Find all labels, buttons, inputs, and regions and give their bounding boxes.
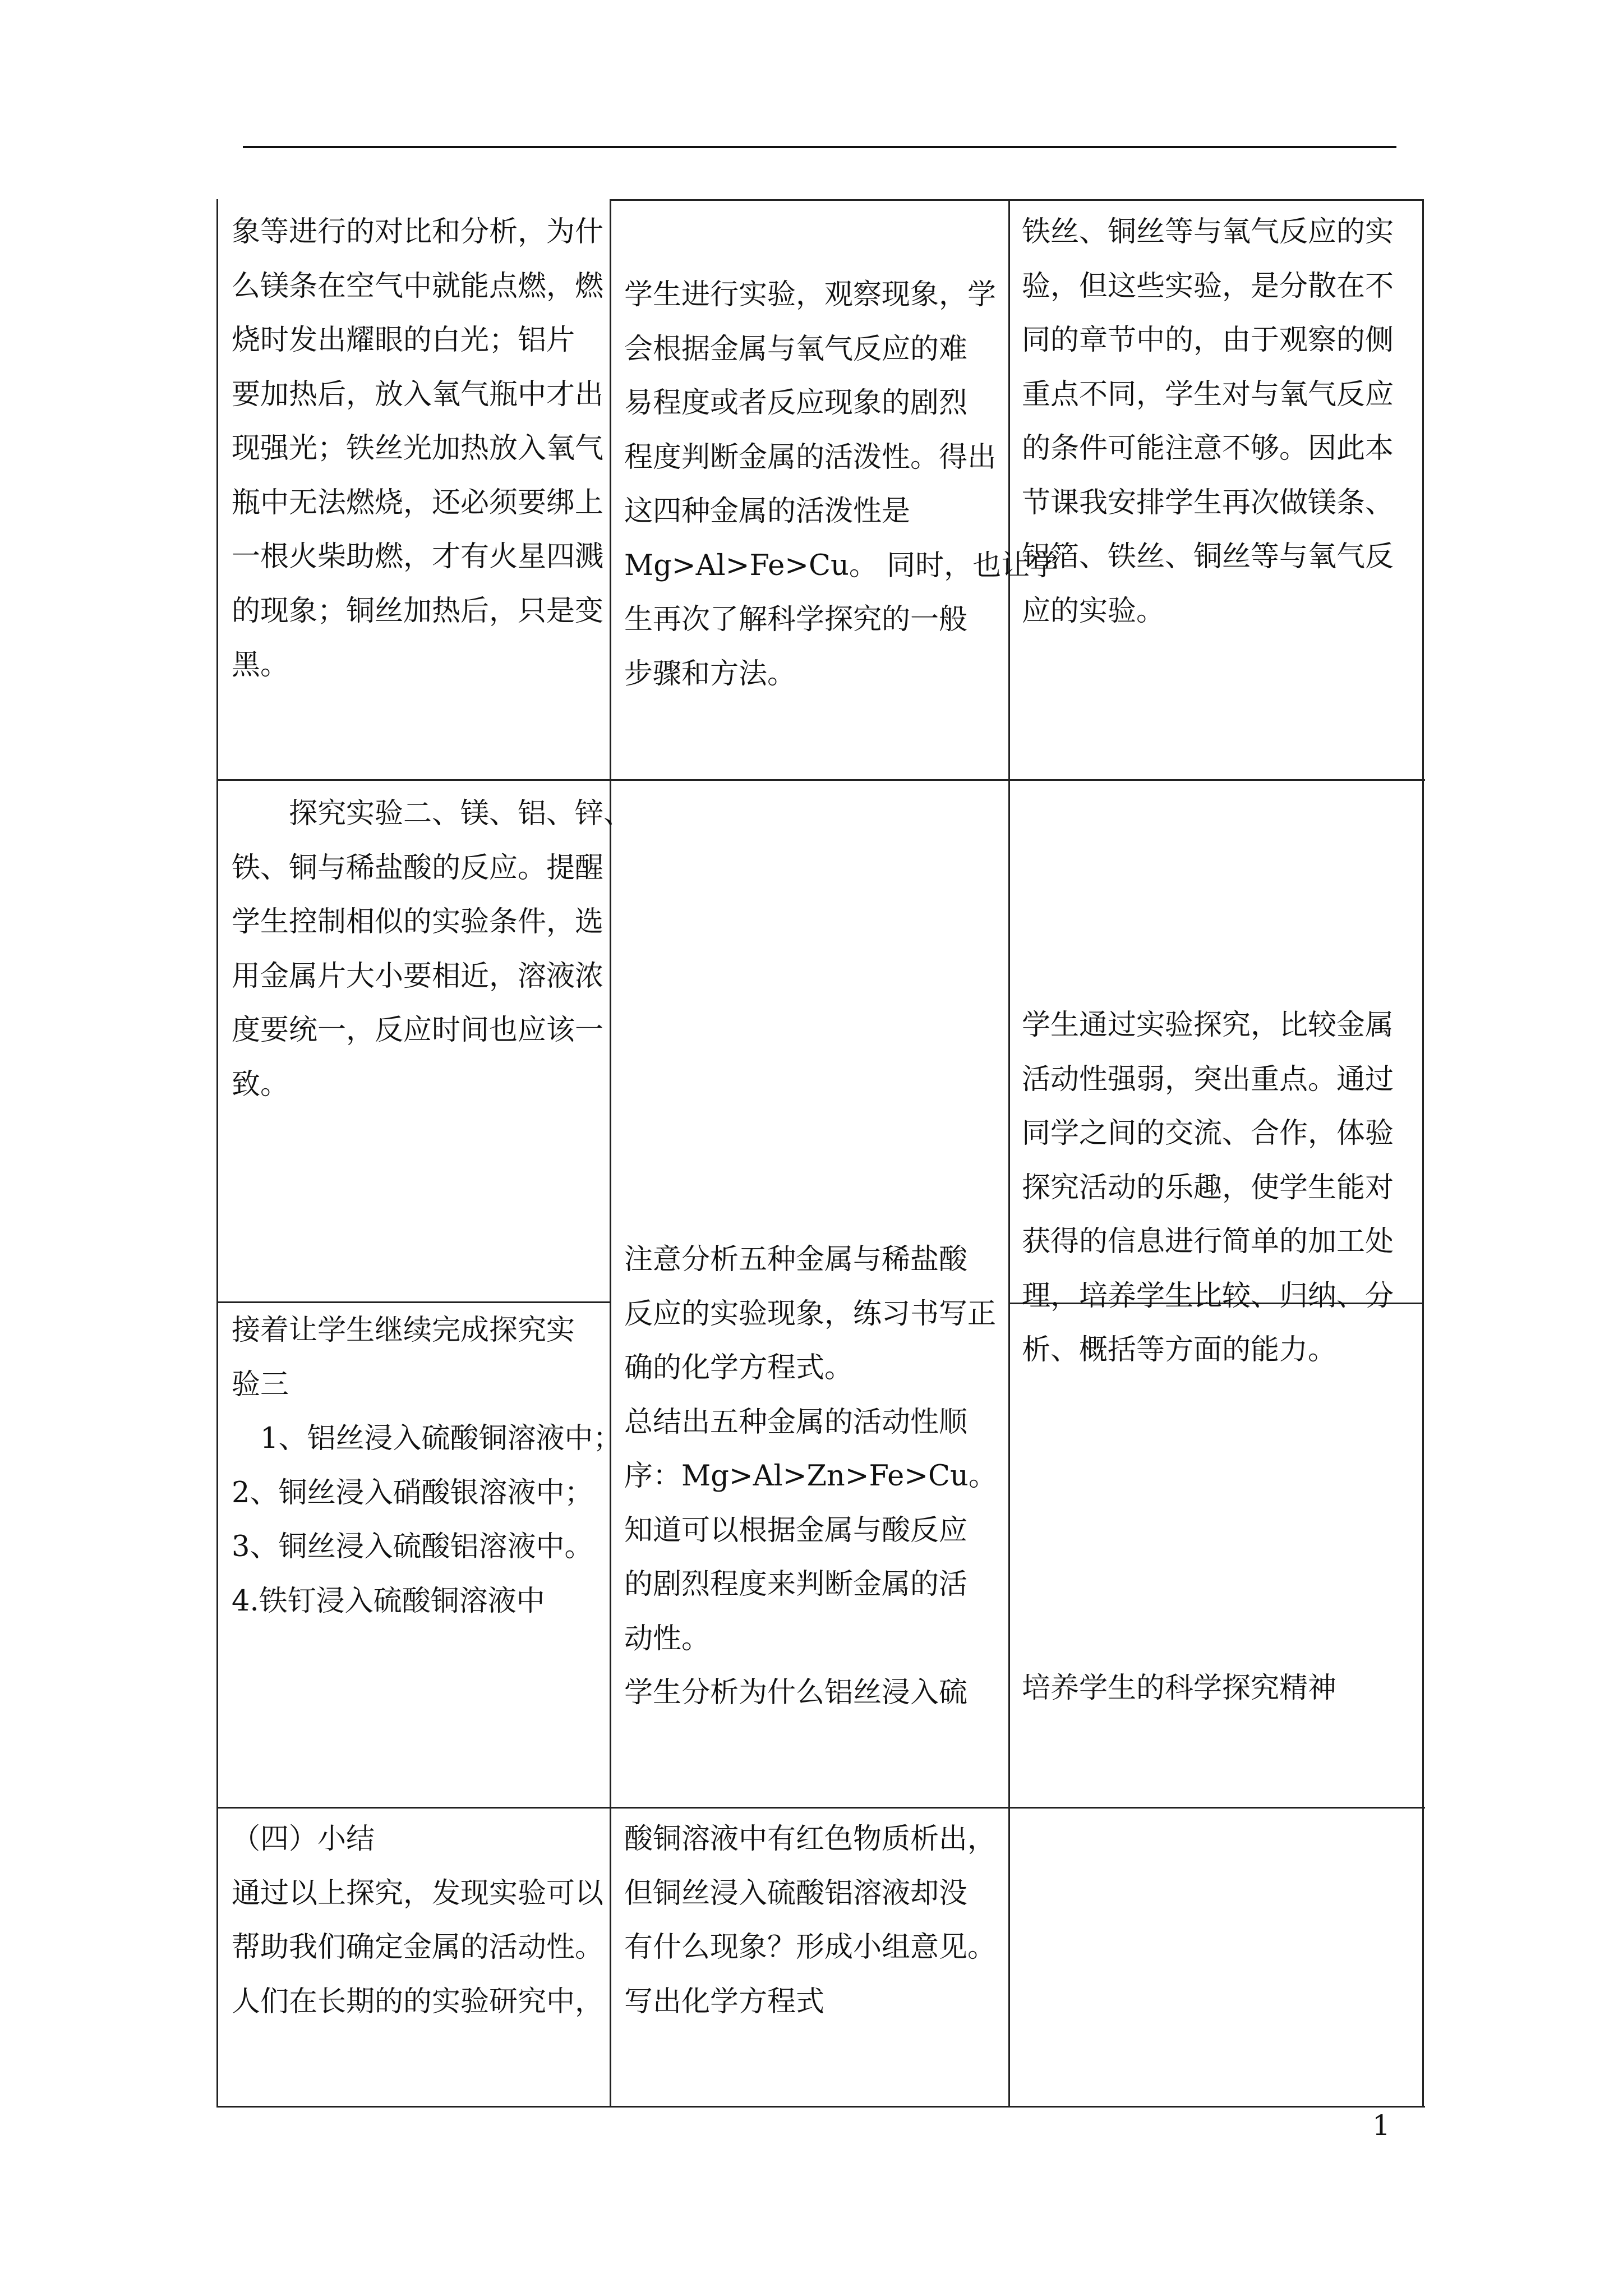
table-border-top [610, 199, 1424, 201]
text-line: 学生进行实验，观察现象，学 [624, 278, 997, 311]
row-divider-left [216, 1301, 611, 1303]
text-line: 步骤和方法。 [624, 657, 796, 691]
row1-middle-cell [624, 268, 1058, 701]
text-line: 1、铝丝浸入硫酸铜溶液中； [232, 1422, 622, 1455]
text-line: 现强光；铁丝光加热放入氧气 [232, 432, 604, 465]
text-line: 序：Mg>Al>Zn>Fe>Cu。 [624, 1460, 997, 1493]
text-line: 一根火柴助燃，才有火星四溅 [232, 540, 604, 573]
text-line: （四）小结 [232, 1823, 375, 1856]
text-line: 么镁条在空气中就能点燃，燃 [232, 269, 604, 303]
header-rule [243, 146, 1396, 148]
text-line: 3、铜丝浸入硫酸铝溶液中。 [232, 1530, 593, 1563]
row1-left-cell [232, 205, 603, 693]
text-line: 致。 [232, 1068, 289, 1101]
text-line: 有什么现象？形成小组意见。 [624, 1931, 997, 1964]
row-divider-2 [216, 1807, 1425, 1809]
text-line: 反应的实验现象，练习书写正 [624, 1297, 997, 1331]
row-divider-1 [216, 779, 1425, 781]
row2-middle-cell [624, 1233, 997, 1720]
text-line: 象等进行的对比和分析，为什 [232, 215, 604, 249]
text-line: 这四种金属的活泼性是 [624, 495, 911, 528]
table-border-left [216, 199, 218, 2108]
text-line: 探究实验二、镁、铝、锌、 [232, 797, 633, 830]
text-line: 但铜丝浸入硫酸铝溶液却没 [624, 1876, 968, 1910]
text-line: 知道可以根据金属与酸反应 [624, 1513, 968, 1547]
text-line: Mg>Al>Fe>Cu。 同时，也让学 [624, 549, 1059, 582]
text-line: 验，但这些实验，是分散在不 [1022, 269, 1394, 303]
text-line: 重点不同，学生对与氧气反应 [1022, 378, 1394, 411]
row3-left-cell [232, 1812, 603, 2029]
text-line: 学生分析为什么铝丝浸入硫 [624, 1676, 968, 1709]
text-line: 通过以上探究，发现实验可以 [232, 1876, 604, 1910]
text-line: 应的实验。 [1022, 594, 1165, 628]
page-number: 1 [1372, 2109, 1390, 2142]
text-line: 黑。 [232, 648, 289, 682]
text-line: 节课我安排学生再次做镁条、 [1022, 486, 1394, 519]
text-line: 学生通过实验探究，比较金属 [1022, 1009, 1394, 1042]
row2-right-cell-b [1022, 1662, 1336, 1716]
row1-right-cell [1022, 205, 1394, 638]
text-line: 铝箔、铁丝、铜丝等与氧气反 [1022, 540, 1394, 573]
table-border-right [1422, 199, 1424, 2108]
text-line: 要加热后，放入氧气瓶中才出 [232, 378, 604, 411]
text-line: 2、铜丝浸入硝酸银溶液中； [232, 1476, 593, 1510]
table-divider-1 [610, 199, 611, 2108]
text-line: 培养学生的科学探究精神 [1022, 1672, 1337, 1705]
text-line: 析、概括等方面的能力。 [1022, 1333, 1337, 1366]
row2-left-cell-b [232, 1304, 621, 1628]
text-line: 总结出五种金属的活动性顺 [624, 1405, 968, 1439]
text-line: 用金属片大小要相近，溶液浓 [232, 959, 604, 993]
text-line: 会根据金属与氧气反应的难 [624, 332, 968, 366]
text-line: 易程度或者反应现象的剧烈 [624, 386, 968, 420]
text-line: 学生控制相似的实验条件，选 [232, 905, 604, 938]
text-line: 获得的信息进行简单的加工处 [1022, 1225, 1394, 1258]
text-line: 动性。 [624, 1622, 711, 1655]
row3-middle-cell [624, 1812, 996, 2029]
text-line: 接着让学生继续完成探究实 [232, 1314, 575, 1347]
text-line: 瓶中无法燃烧，还必须要绑上 [232, 486, 604, 519]
text-line: 铁丝、铜丝等与氧气反应的实 [1022, 215, 1394, 249]
text-line: 程度判断金属的活泼性。得出 [624, 440, 997, 474]
text-line: 同的章节中的，由于观察的侧 [1022, 324, 1394, 357]
text-line: 酸铜溶液中有红色物质析出， [624, 1823, 997, 1856]
text-line: 探究活动的乐趣，使学生能对 [1022, 1171, 1394, 1204]
text-line: 的条件可能注意不够。因此本 [1022, 432, 1394, 465]
text-line: 生再次了解科学探究的一般 [624, 603, 968, 636]
text-line: 4.铁钉浸入硫酸铜溶液中 [232, 1584, 545, 1618]
text-line: 活动性强弱，突出重点。通过 [1022, 1062, 1394, 1096]
text-line: 写出化学方程式 [624, 1985, 825, 2018]
text-line: 同学之间的交流、合作，体验 [1022, 1117, 1394, 1150]
text-line: 人们在长期的的实验研究中， [232, 1985, 604, 2018]
text-line: 确的化学方程式。 [624, 1351, 854, 1384]
text-line: 的现象；铜丝加热后，只是变 [232, 594, 604, 628]
text-line: 注意分析五种金属与稀盐酸 [624, 1243, 968, 1276]
row2-right-cell [1022, 999, 1394, 1378]
table-border-bottom [216, 2106, 1425, 2108]
text-line: 帮助我们确定金属的活动性。 [232, 1931, 604, 1964]
text-line: 铁、铜与稀盐酸的反应。提醒 [232, 851, 604, 885]
text-line: 的剧烈程度来判断金属的活 [624, 1568, 968, 1601]
text-line: 度要统一，反应时间也应该一 [232, 1014, 604, 1047]
text-line: 烧时发出耀眼的白光；铝片 [232, 324, 575, 357]
row2-left-cell [232, 787, 632, 1112]
text-line: 验三 [232, 1368, 289, 1401]
text-line: 理，培养学生比较、归纳、分 [1022, 1279, 1394, 1313]
